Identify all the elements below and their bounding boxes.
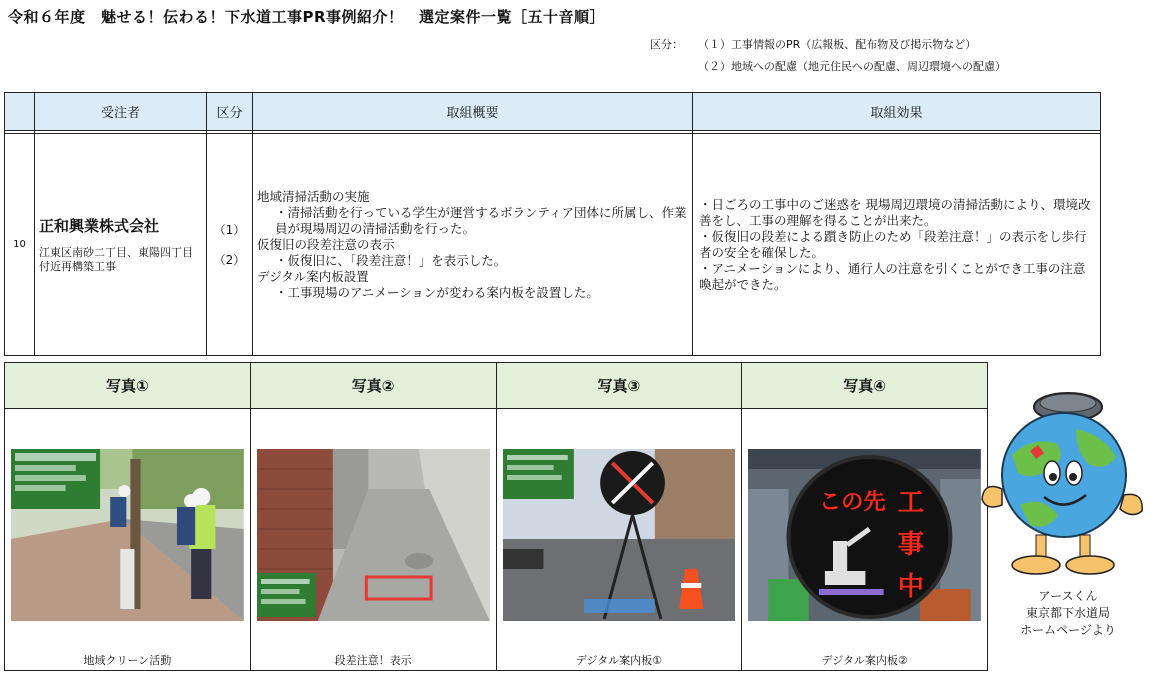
category-cell [207,134,253,356]
photo-cell-4 [742,409,988,671]
photo-cell-3 [496,409,742,671]
photo-header-1: 写真① [5,363,251,409]
category-2: （2） [213,252,246,267]
legend-item-2: （２）地域への配慮（地元住民への配慮、周辺環境への配慮） [698,60,1006,73]
photo-cell-1 [5,409,251,671]
header-number [5,93,35,131]
photo-caption-3: デジタル案内板① [575,654,662,667]
header-summary: 取組概要 [253,93,693,131]
photo-caption-1: 地域クリーン活動 [83,654,172,667]
summary-cell [253,134,693,356]
page-title: 令和６年度 魅せる！伝わる！下水道工事PR事例紹介！ 選定案件一覧［五十音順］ [8,8,606,26]
mascot-source-org: 東京都下水道局 [1025,606,1110,620]
photo-table [4,362,988,671]
photo-step-warning [257,449,490,621]
sign-char-3: 中 [898,572,925,602]
effect-2: ・仮復旧の段差による躓き防止のため「段差注意！」の表示をし歩行者の安全を確保した。 [699,228,1087,260]
photo-caption-2: 段差注意！表示 [334,654,412,667]
category-legend [650,34,1006,78]
photo-digital-sign-2 [748,449,981,621]
legend-item-1: （１）工事情報のPR（広報板、配布物及び掲示物など） [698,38,977,51]
photo-header-3: 写真③ [496,363,742,409]
site-name: 江東区南砂二丁目、東陽四丁目付近再構築工事 [39,246,193,273]
effect-1: ・日ごろの工事中のご迷惑を 現場周辺環境の清掃活動により、環境改善をし、工事の理解を得ることが出来た。 [699,196,1091,228]
summary-heading-2: 仮復旧の段差注意の表示 [257,236,395,252]
header-contractor: 受注者 [35,93,207,131]
legend-label: 区分： [650,38,683,51]
summary-detail-3: ・工事現場のアニメーションが変わる案内板を設置した。 [275,284,599,300]
sign-char-1: 工 [898,488,925,518]
earth-mascot-illustration [972,385,1150,585]
summary-heading-1: 地域清掃活動の実施 [257,188,370,204]
photo-cell-2 [250,409,496,671]
summary-detail-2: ・仮復旧に、「段差注意！」を表示した。 [275,252,507,268]
header-effect: 取組効果 [693,93,1101,131]
sign-text-left: この先 [819,489,886,515]
mascot-credit [985,588,1151,639]
mascot-name: アースくん [1038,589,1098,603]
category-1: （1） [213,222,246,237]
case-table [4,92,1101,356]
table-row [5,134,1101,356]
photo-header-2: 写真② [250,363,496,409]
photo-caption-4: デジタル案内板② [821,654,908,667]
row-number: 10 [5,134,35,356]
photo-cleanup-activity [11,449,244,621]
photo-header-4: 写真④ [742,363,988,409]
summary-detail-1: ・清掃活動を行っている学生が運営するボランティア団体に所属し、作業員が現場周辺の清掃活動を行った。 [275,204,687,236]
mascot-source-page: ホームページより [1020,623,1116,637]
contractor-cell [35,134,207,356]
effect-3: ・アニメーションにより、通行人の注意を引くことができ工事の注意喚起ができた。 [699,260,1086,292]
photo-digital-sign-1 [503,449,736,621]
header-category: 区分 [207,93,253,131]
summary-heading-3: デジタル案内板設置 [257,268,369,284]
company-name: 正和興業株式会社 [39,217,160,235]
effect-cell [693,134,1101,356]
sign-char-2: 事 [898,530,925,560]
